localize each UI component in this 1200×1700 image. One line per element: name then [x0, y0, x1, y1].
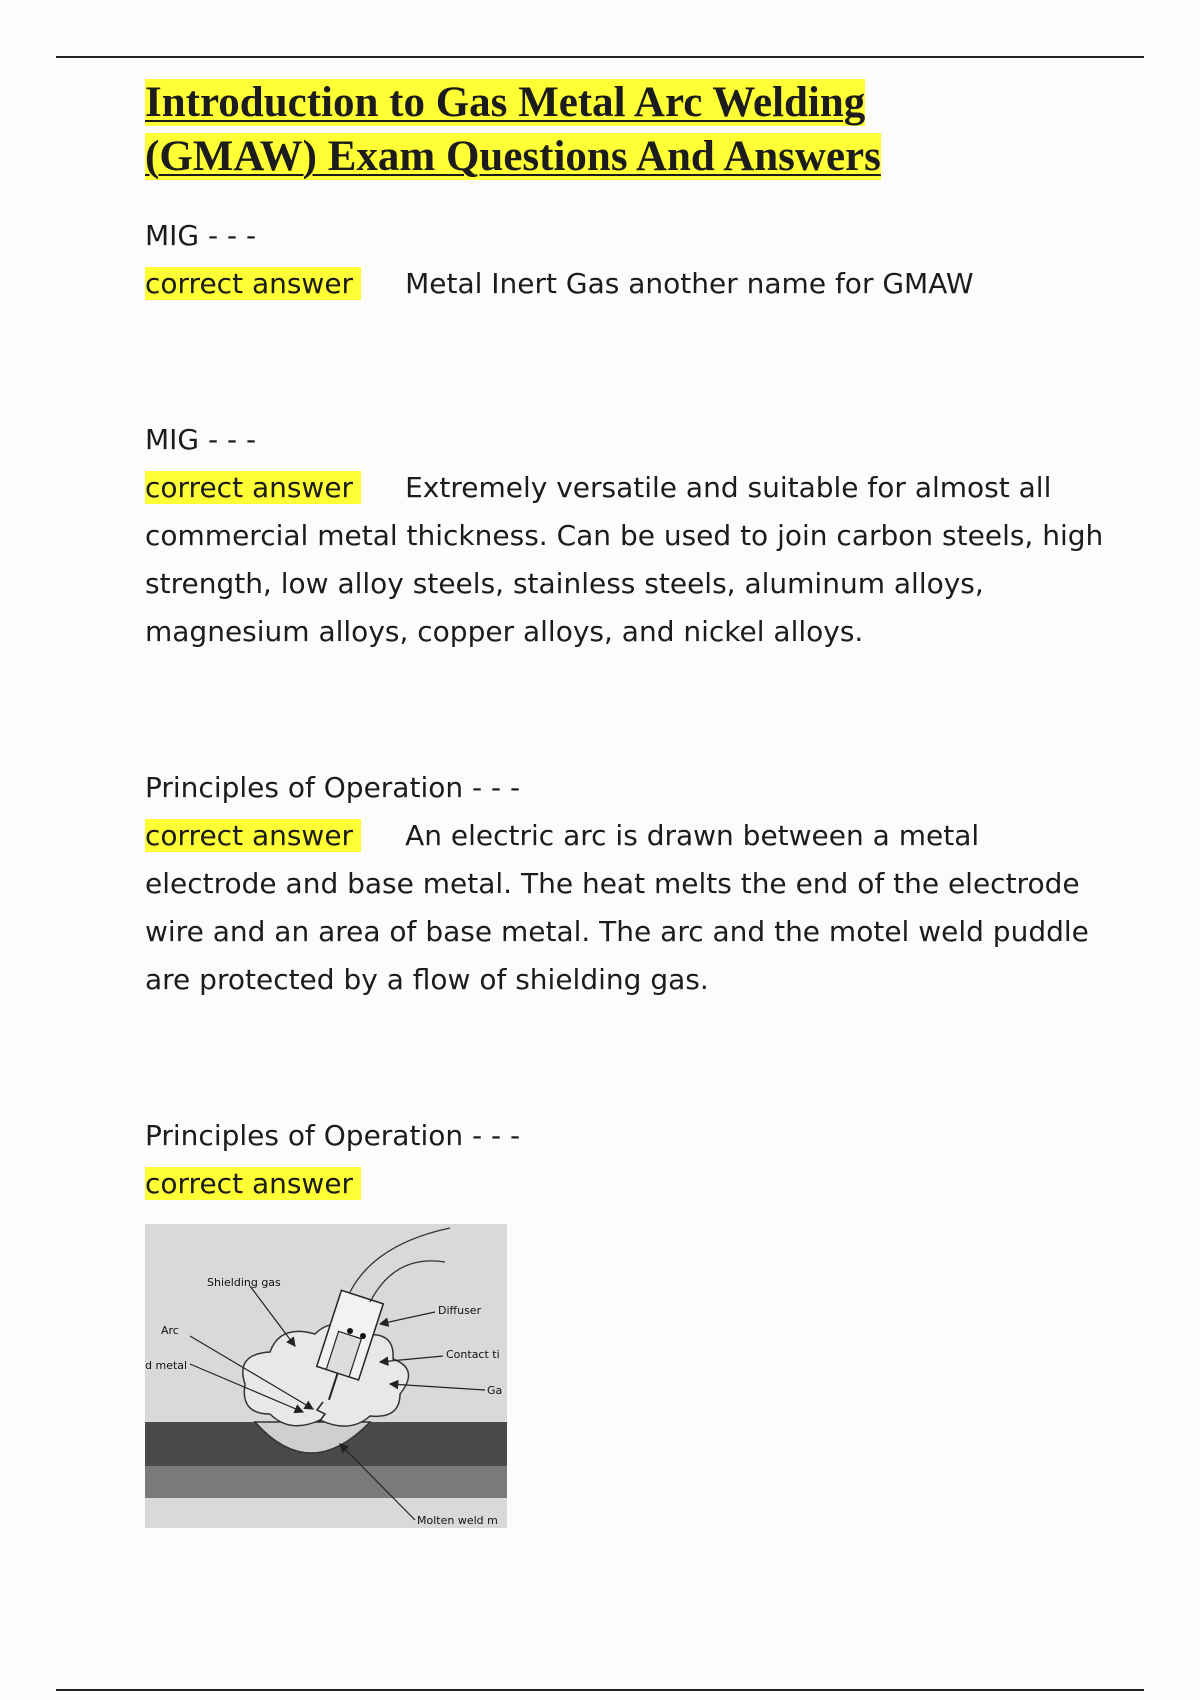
label-arc: Arc [161, 1324, 179, 1337]
document-body [145, 76, 1105, 1532]
gmaw-diagram [145, 1224, 507, 1528]
question-text: Principles of Operation - - - [145, 771, 521, 804]
title-line-2: (GMAW) Exam Questions And Answers [145, 133, 881, 180]
label-diffuser: Diffuser [438, 1304, 482, 1317]
answer-text: An electric arc is drawn between a metal electrode and base metal. The heat melts the end of the electrode wire and an area of base metal. The arc and the motel weld puddle are protected by a flow of shielding gas. [145, 819, 1089, 996]
qa-entry-4 [145, 1112, 1105, 1208]
base-metal-bottom [145, 1466, 507, 1498]
label-molten-weld: Molten weld m [417, 1514, 498, 1527]
document-title [145, 76, 1105, 184]
label-metal: d metal [145, 1359, 188, 1372]
header-rule [56, 56, 1144, 58]
answer-text: Extremely versatile and suitable for almost all commercial metal thickness. Can be used to join carbon steels, high strength, low alloy steels, stainless steels, aluminum alloys, magnesium alloys, copper alloys, and nickel alloys. [145, 471, 1104, 648]
correct-answer-tag: correct answer [145, 471, 361, 504]
footer-rule [56, 1689, 1144, 1691]
qa-entry-3 [145, 764, 1105, 1004]
correct-answer-tag: correct answer [145, 819, 361, 852]
gmaw-diagram-figure [145, 1224, 1105, 1532]
correct-answer-tag: correct answer [145, 267, 361, 300]
question-text: MIG - - - [145, 219, 257, 252]
qa-entry-2 [145, 416, 1105, 656]
label-shielding-gas: Shielding gas [207, 1276, 281, 1289]
label-gas: Ga [487, 1384, 503, 1397]
label-contact-tip: Contact ti [446, 1348, 500, 1361]
question-text: MIG - - - [145, 423, 257, 456]
correct-answer-tag: correct answer [145, 1167, 361, 1200]
question-text: Principles of Operation - - - [145, 1119, 521, 1152]
title-line-1: Introduction to Gas Metal Arc Welding [145, 79, 866, 126]
qa-entry-1 [145, 212, 1105, 308]
answer-text: Metal Inert Gas another name for GMAW [405, 267, 974, 300]
